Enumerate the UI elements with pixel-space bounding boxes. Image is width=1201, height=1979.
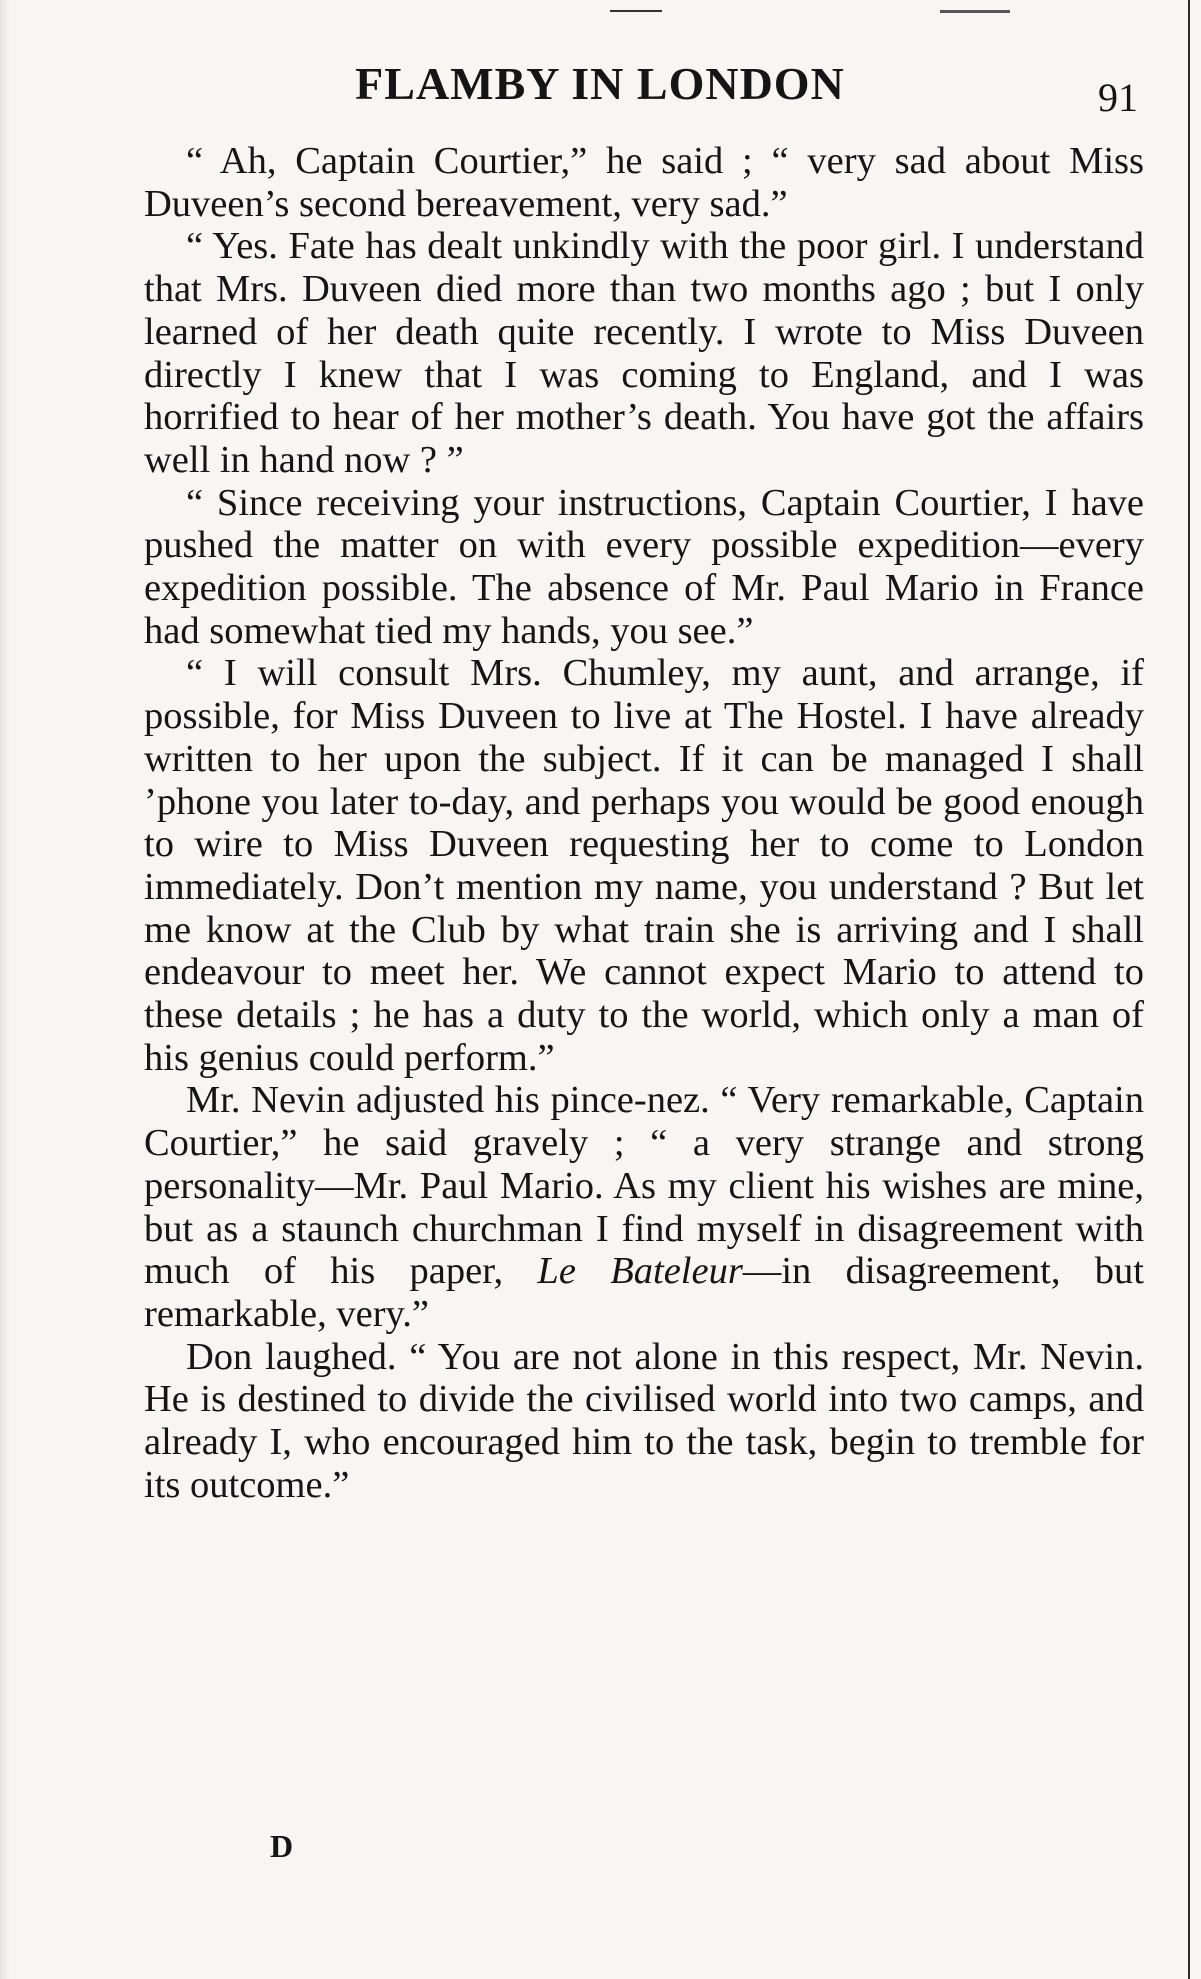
top-rule	[610, 10, 662, 12]
paragraph: “ I will consult Mrs. Chumley, my aunt, and arrange, if possible, for Miss Duveen to live at The Hostel. I have already written to her upon the subject. If it can be managed I shall ’phone you later to-day, and perhaps you would be good enough to wire to Miss Duveen requesting her to come to London immediately. Don’t mention my name, you understand ? But let me know at the Club by what train she is arriving and I shall endeavour to meet her. We cannot expect Mario to attend to these details ; he has a duty to the world, which only a man of his genius could perform.”	[144, 652, 1144, 1079]
paragraph: “ Ah, Captain Courtier,” he said ; “ very sad about Miss Duveen’s second bereavement, very sad.”	[144, 140, 1144, 225]
body-text	[144, 140, 1144, 1507]
top-rule	[940, 10, 1010, 13]
running-head: FLAMBY IN LONDON	[355, 58, 845, 109]
page-number: 91	[1098, 75, 1138, 120]
paragraph-text: —in disagreement, but remarkable, very.”	[144, 1250, 1144, 1335]
page-edge	[1188, 0, 1190, 1979]
paragraph: “ Yes. Fate has dealt unkindly with the poor girl. I understand that Mrs. Duveen died more than two months ago ; but I only learned of her death quite recently. I wrote to Miss Duveen directly I knew that I was coming to England, and I was horrified to hear of her mother’s death. You have got the affairs well in hand now ? ”	[144, 225, 1144, 481]
paragraph	[144, 1079, 1144, 1335]
paragraph: Don laughed. “ You are not alone in this respect, Mr. Nevin. He is destined to divide the civilised world into two camps, and already I, who encouraged him to the task, begin to tremble for its outcome.”	[144, 1335, 1144, 1506]
paper-title: Le Bateleur	[537, 1250, 743, 1293]
paragraph: “ Since receiving your instructions, Captain Courtier, I have pushed the matter on with every possible expedition—every expedition possible. The absence of Mr. Paul Mario in France had somewhat tied my hands, you see.”	[144, 481, 1144, 652]
binding-edge	[0, 0, 10, 1979]
signature-mark: D	[270, 1828, 294, 1864]
paragraph-text: Mr. Nevin adjusted his pince-nez. “ Very remarkable, Captain Courtier,” he said gravely ; “ a very strange and strong personality—Mr. Paul Mario. As my client his wishes are mine, but as a staunch churchman I find myself in disagreement with much of his paper,	[144, 1079, 1144, 1293]
